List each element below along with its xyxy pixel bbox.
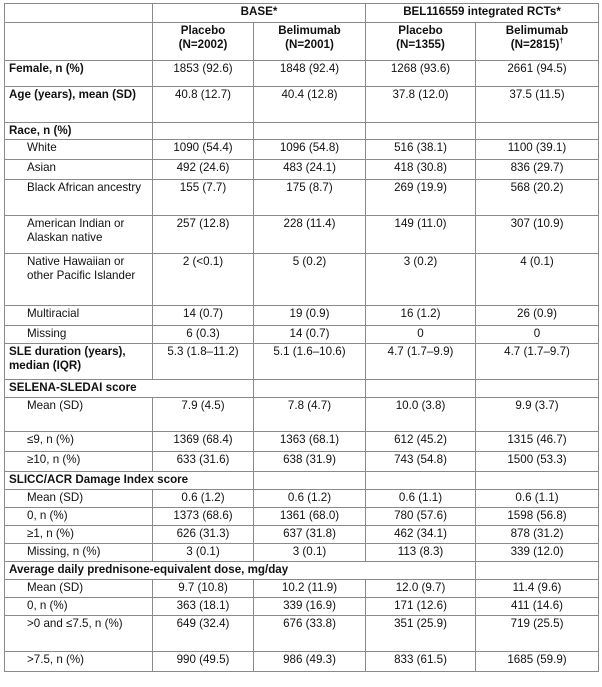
- table-cell: 155 (7.7): [153, 180, 254, 216]
- table-row: [5, 140, 599, 160]
- table-cell: 638 (31.9): [254, 452, 366, 472]
- col-header-base-placebo: Placebo (N=2002): [153, 23, 254, 61]
- row-label: Mean (SD): [5, 490, 153, 508]
- row-label: Mean (SD): [5, 398, 153, 432]
- dagger-footnote-mark: †: [559, 38, 564, 45]
- table-cell: 10.0 (3.8): [366, 398, 476, 432]
- table-cell: 637 (31.8): [254, 526, 366, 544]
- table-cell: 14 (0.7): [153, 306, 254, 326]
- table-row: [5, 616, 599, 652]
- table-cell: 7.8 (4.7): [254, 398, 366, 432]
- row-label: Female, n (%): [5, 61, 153, 87]
- table-cell: 0: [366, 326, 476, 344]
- empty-cell: [153, 123, 254, 140]
- table-cell: 175 (8.7): [254, 180, 366, 216]
- table-row: [5, 652, 599, 672]
- table-row: [5, 452, 599, 472]
- table-cell: 986 (49.3): [254, 652, 366, 672]
- table-cell: 1361 (68.0): [254, 508, 366, 526]
- row-label: 0, n (%): [5, 598, 153, 616]
- table-cell: 462 (34.1): [366, 526, 476, 544]
- table-cell: 2661 (94.5): [476, 61, 599, 87]
- header-group-row: [5, 4, 599, 23]
- table-cell: 1363 (68.1): [254, 432, 366, 452]
- empty-cell: [366, 380, 476, 398]
- section-row-slicc: [5, 472, 599, 490]
- col-header-rct-belimumab: Belimumab (N=2815)†: [476, 23, 599, 61]
- section-row-selena-sledai: [5, 380, 599, 398]
- table-cell: 0.6 (1.1): [476, 490, 599, 508]
- table-cell: 339 (16.9): [254, 598, 366, 616]
- table-row: [5, 526, 599, 544]
- table-cell: 40.8 (12.7): [153, 87, 254, 123]
- table-cell: 269 (19.9): [366, 180, 476, 216]
- empty-cell: [476, 472, 599, 490]
- table-cell: 833 (61.5): [366, 652, 476, 672]
- section-label: SELENA-SLEDAI score: [5, 380, 254, 398]
- table-cell: 411 (14.6): [476, 598, 599, 616]
- table-cell: 649 (32.4): [153, 616, 254, 652]
- table-cell: 836 (29.7): [476, 160, 599, 180]
- empty-cell: [366, 123, 476, 140]
- table-cell: 257 (12.8): [153, 216, 254, 254]
- section-row-prednisone: [5, 562, 599, 580]
- table-cell: 780 (57.6): [366, 508, 476, 526]
- table-cell: 1848 (92.4): [254, 61, 366, 87]
- table-cell: 339 (12.0): [476, 544, 599, 562]
- table-cell: 1090 (54.4): [153, 140, 254, 160]
- section-label: Average daily prednisone-equivalent dose, mg/day: [5, 562, 476, 580]
- table-cell: 676 (33.8): [254, 616, 366, 652]
- empty-cell: [476, 123, 599, 140]
- table-row: [5, 87, 599, 123]
- row-label: Asian: [5, 160, 153, 180]
- table-cell: 11.4 (9.6): [476, 580, 599, 598]
- table-cell: 1096 (54.8): [254, 140, 366, 160]
- table-cell: 4 (0.1): [476, 254, 599, 306]
- row-label: White: [5, 140, 153, 160]
- table-cell: 0: [476, 326, 599, 344]
- table-cell: 4.7 (1.7–9.9): [366, 344, 476, 380]
- col-header-base-belimumab: Belimumab (N=2001): [254, 23, 366, 61]
- table-cell: 743 (54.8): [366, 452, 476, 472]
- row-label: Black African ancestry: [5, 180, 153, 216]
- table-row: [5, 344, 599, 380]
- table-cell: 5.1 (1.6–10.6): [254, 344, 366, 380]
- table-cell: 492 (24.6): [153, 160, 254, 180]
- corner-cell: [5, 4, 153, 23]
- table-cell: 0.6 (1.2): [254, 490, 366, 508]
- table-row: [5, 61, 599, 87]
- row-label: Native Hawaiian or other Pacific Islander: [5, 254, 153, 306]
- table-cell: 719 (25.5): [476, 616, 599, 652]
- table-row: [5, 160, 599, 180]
- table-cell: 1685 (59.9): [476, 652, 599, 672]
- table-cell: 14 (0.7): [254, 326, 366, 344]
- table-row: [5, 398, 599, 432]
- row-label: Mean (SD): [5, 580, 153, 598]
- table-cell: 1369 (68.4): [153, 432, 254, 452]
- table-cell: 1268 (93.6): [366, 61, 476, 87]
- table-cell: 990 (49.5): [153, 652, 254, 672]
- table-cell: 2 (<0.1): [153, 254, 254, 306]
- table-cell: 351 (25.9): [366, 616, 476, 652]
- row-label: Age (years), mean (SD): [5, 87, 153, 123]
- table-cell: 26 (0.9): [476, 306, 599, 326]
- col-header-rct-placebo: Placebo (N=1355): [366, 23, 476, 61]
- table-row: [5, 180, 599, 216]
- table-cell: 0.6 (1.2): [153, 490, 254, 508]
- group-header-bel116559: BEL116559 integrated RCTs*: [366, 4, 599, 23]
- table-cell: 5 (0.2): [254, 254, 366, 306]
- row-label: Multiracial: [5, 306, 153, 326]
- table-row: [5, 508, 599, 526]
- section-row-race: [5, 123, 599, 140]
- group-header-base: BASE*: [153, 4, 366, 23]
- table-cell: 612 (45.2): [366, 432, 476, 452]
- table-cell: 10.2 (11.9): [254, 580, 366, 598]
- demographics-table: [4, 3, 599, 672]
- table-cell: 12.0 (9.7): [366, 580, 476, 598]
- row-label: >0 and ≤7.5, n (%): [5, 616, 153, 652]
- table-cell: 3 (0.1): [254, 544, 366, 562]
- table-cell: 7.9 (4.5): [153, 398, 254, 432]
- table-cell: 9.7 (10.8): [153, 580, 254, 598]
- row-label: ≥10, n (%): [5, 452, 153, 472]
- table-row: [5, 216, 599, 254]
- table-cell: 307 (10.9): [476, 216, 599, 254]
- table-row: [5, 490, 599, 508]
- row-label: 0, n (%): [5, 508, 153, 526]
- table-cell: 1100 (39.1): [476, 140, 599, 160]
- empty-cell: [366, 472, 476, 490]
- section-label: Race, n (%): [5, 123, 153, 140]
- table-cell: 9.9 (3.7): [476, 398, 599, 432]
- table-cell: 5.3 (1.8–11.2): [153, 344, 254, 380]
- empty-cell: [476, 380, 599, 398]
- table-row: [5, 598, 599, 616]
- table-cell: 878 (31.2): [476, 526, 599, 544]
- table-cell: 113 (8.3): [366, 544, 476, 562]
- table-cell: 171 (12.6): [366, 598, 476, 616]
- table-row: [5, 432, 599, 452]
- row-label: Missing: [5, 326, 153, 344]
- empty-cell: [254, 380, 366, 398]
- table-cell: 418 (30.8): [366, 160, 476, 180]
- table-row: [5, 326, 599, 344]
- column-header-row: [5, 23, 599, 61]
- table-cell: 363 (18.1): [153, 598, 254, 616]
- table-cell: 1853 (92.6): [153, 61, 254, 87]
- table-cell: 37.8 (12.0): [366, 87, 476, 123]
- row-label: ≤9, n (%): [5, 432, 153, 452]
- table-cell: 626 (31.3): [153, 526, 254, 544]
- row-label: ≥1, n (%): [5, 526, 153, 544]
- row-label: American Indian or Alaskan native: [5, 216, 153, 254]
- empty-cell: [254, 123, 366, 140]
- table-cell: 16 (1.2): [366, 306, 476, 326]
- table-cell: 3 (0.2): [366, 254, 476, 306]
- table-row: [5, 306, 599, 326]
- empty-cell: [254, 472, 366, 490]
- table-cell: 633 (31.6): [153, 452, 254, 472]
- table-cell: 568 (20.2): [476, 180, 599, 216]
- table-cell: 483 (24.1): [254, 160, 366, 180]
- table-cell: 4.7 (1.7–9.7): [476, 344, 599, 380]
- table-cell: 149 (11.0): [366, 216, 476, 254]
- table-cell: 1598 (56.8): [476, 508, 599, 526]
- table-row: [5, 544, 599, 562]
- table-row: [5, 580, 599, 598]
- table-row: [5, 254, 599, 306]
- table-cell: 516 (38.1): [366, 140, 476, 160]
- table-cell: 37.5 (11.5): [476, 87, 599, 123]
- table-cell: 3 (0.1): [153, 544, 254, 562]
- table-cell: 6 (0.3): [153, 326, 254, 344]
- table-cell: 40.4 (12.8): [254, 87, 366, 123]
- table-cell: 228 (11.4): [254, 216, 366, 254]
- section-label: SLICC/ACR Damage Index score: [5, 472, 254, 490]
- row-label: Missing, n (%): [5, 544, 153, 562]
- row-label: SLE duration (years), median (IQR): [5, 344, 153, 380]
- row-label: >7.5, n (%): [5, 652, 153, 672]
- table-cell: 1315 (46.7): [476, 432, 599, 452]
- table-cell: 1500 (53.3): [476, 452, 599, 472]
- corner-cell: [5, 23, 153, 61]
- empty-cell: [476, 562, 599, 580]
- table-cell: 1373 (68.6): [153, 508, 254, 526]
- table-cell: 19 (0.9): [254, 306, 366, 326]
- table-cell: 0.6 (1.1): [366, 490, 476, 508]
